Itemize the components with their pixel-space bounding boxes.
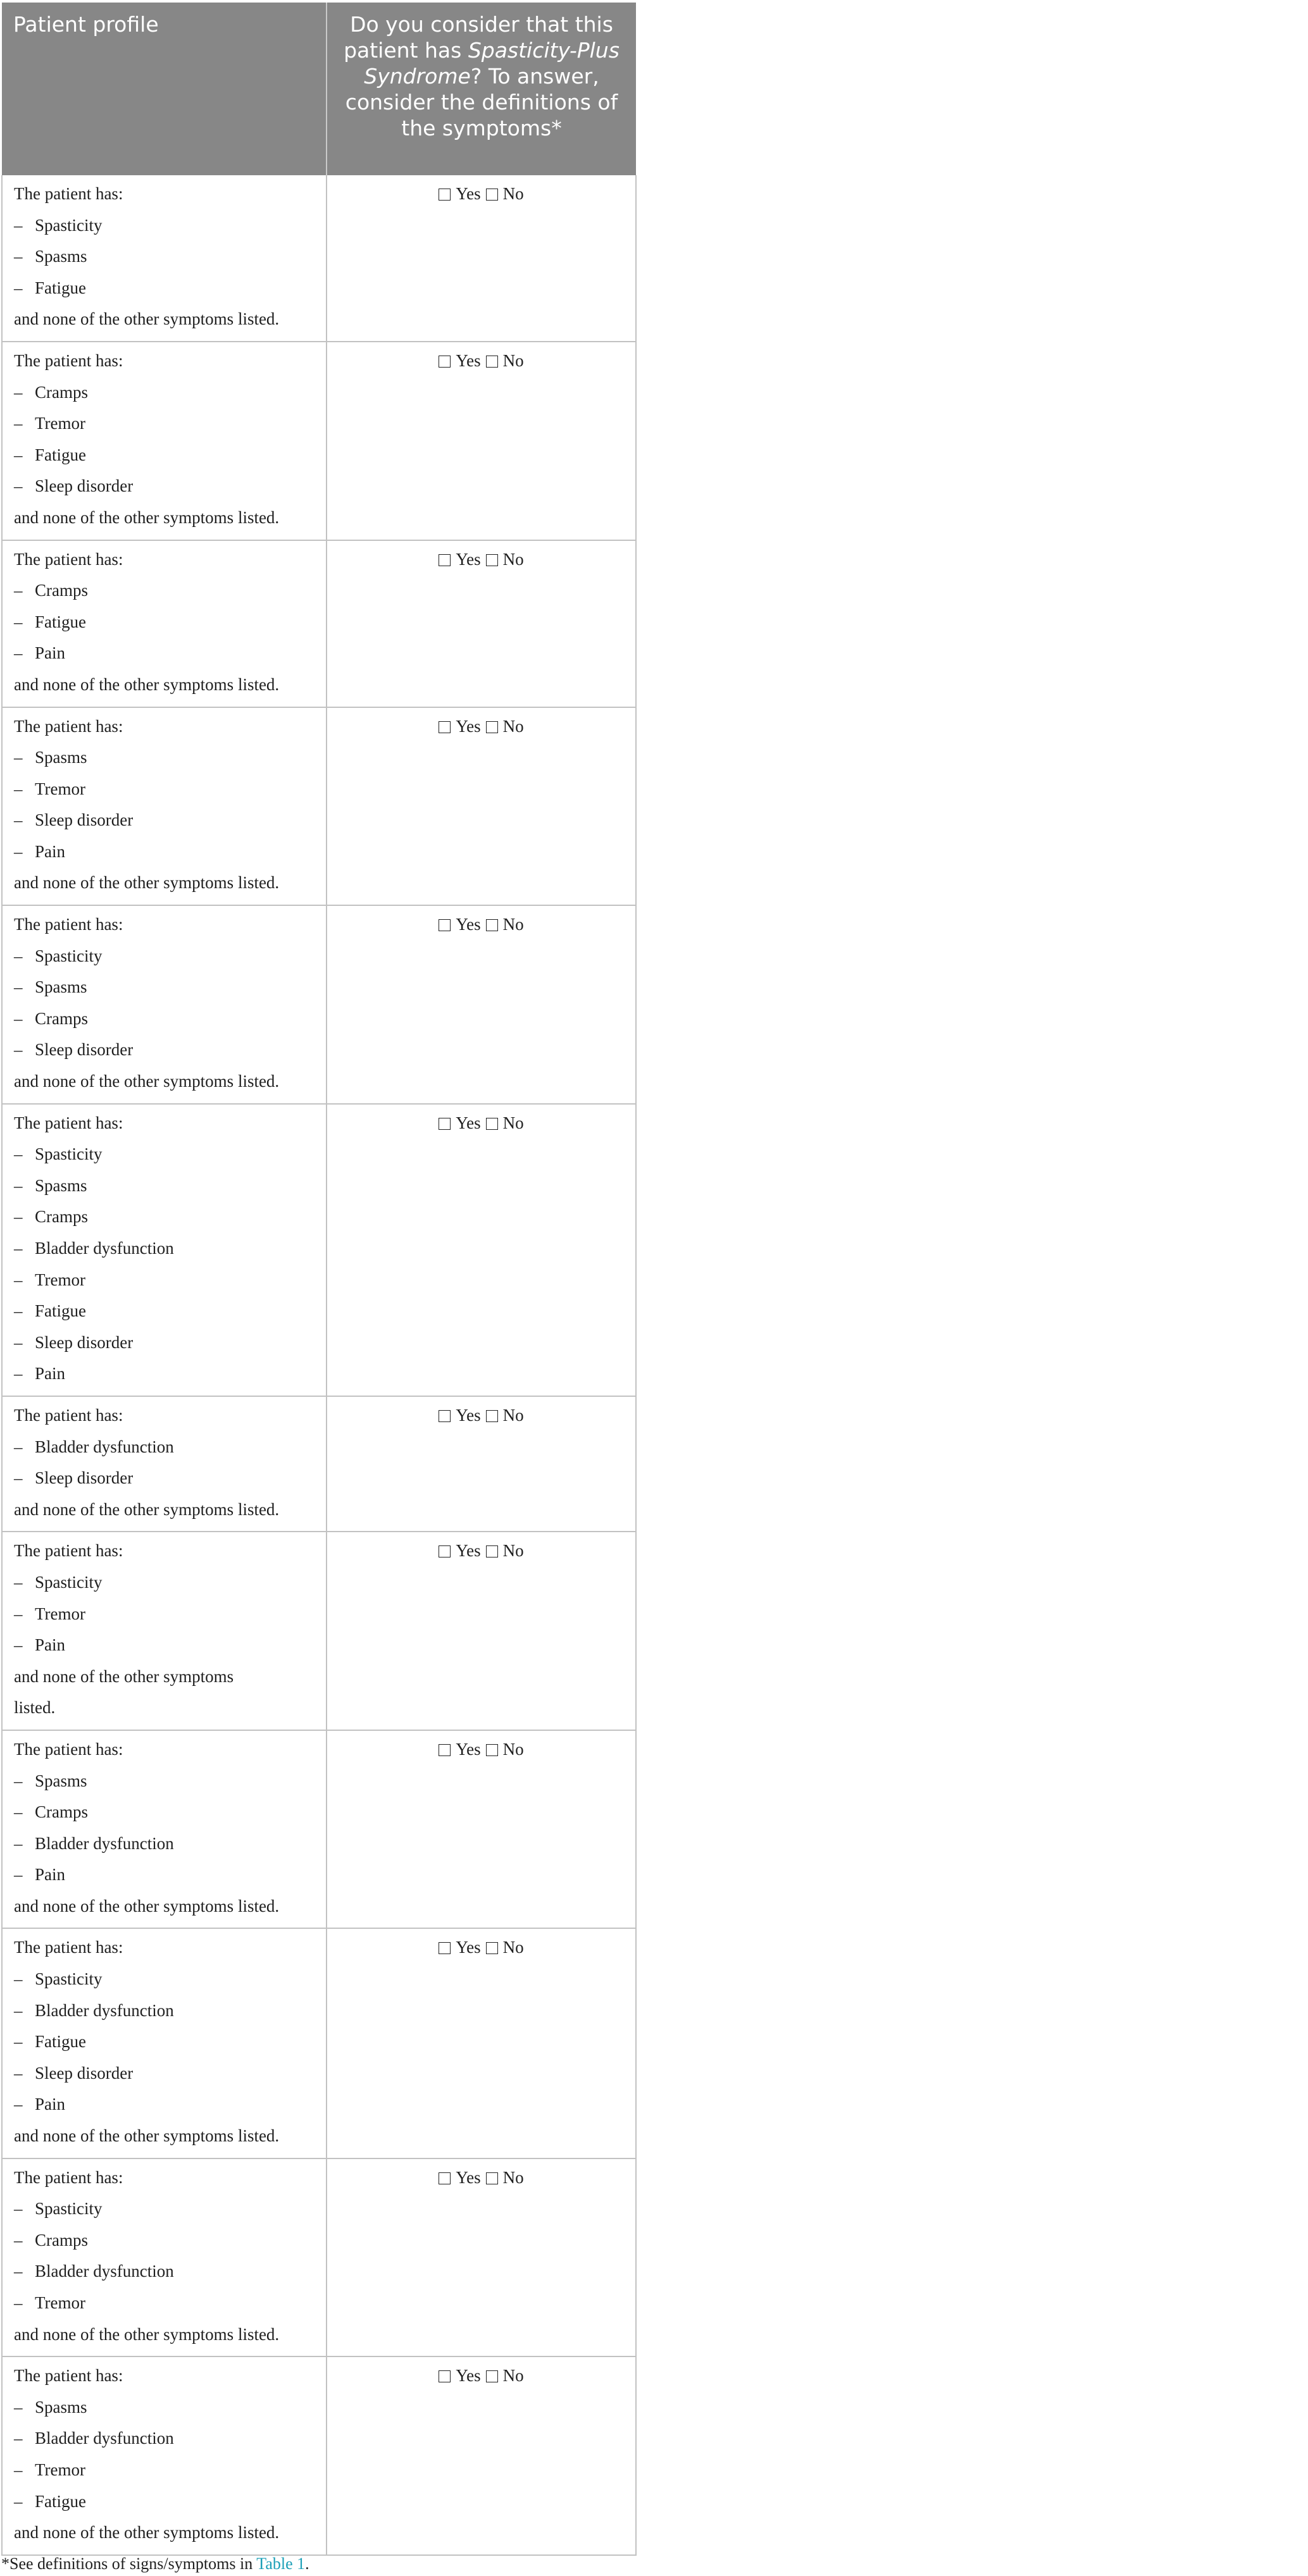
symptom-item (14, 1301, 315, 1333)
dash-bullet: – (14, 1332, 23, 1352)
symptom-item (14, 643, 315, 675)
yes-label: Yes (456, 716, 481, 736)
symptom-item (14, 445, 315, 477)
yes-checkbox-icon[interactable] (439, 1942, 451, 1954)
patient-profile-cell (2, 1396, 327, 1532)
yes-checkbox-icon[interactable] (439, 1410, 451, 1422)
profile-intro: The patient has: (14, 1405, 123, 1425)
symptom-label: Bladder dysfunction (35, 1437, 174, 1456)
symptom-label: Cramps (35, 1207, 88, 1227)
symptom-item (14, 1009, 315, 1041)
profile-intro: The patient has: (14, 716, 123, 736)
dash-bullet: – (14, 2491, 23, 2511)
symptom-item (14, 2398, 315, 2429)
symptom-item (14, 2199, 315, 2231)
symptom-item (14, 2460, 315, 2492)
dash-bullet: – (14, 810, 23, 830)
table-row (2, 2158, 636, 2357)
symptom-item (14, 1437, 315, 1469)
symptom-label: Spasms (35, 1771, 87, 1790)
patient-profile-cell (2, 1532, 327, 1730)
table-row (2, 342, 636, 540)
symptom-label: Spasms (35, 247, 87, 266)
profile-intro: The patient has: (14, 549, 123, 569)
footnote (1, 2554, 309, 2573)
profile-outro: and none of the other symptoms listed. (14, 309, 280, 329)
dash-bullet: – (14, 2063, 23, 2083)
dash-bullet: – (14, 215, 23, 235)
no-checkbox-icon[interactable] (486, 1118, 498, 1130)
symptom-item (14, 1207, 315, 1239)
yes-label: Yes (456, 1541, 481, 1561)
dash-bullet: – (14, 2000, 23, 2020)
yes-checkbox-icon[interactable] (439, 356, 451, 368)
no-checkbox-icon[interactable] (486, 1410, 498, 1422)
symptom-label: Pain (35, 643, 66, 663)
profile-outro: listed. (14, 1698, 56, 1718)
header-question-syndrome: Spasticity-Plus Syndrome (364, 38, 620, 89)
dash-bullet: – (14, 2032, 23, 2052)
profile-outro: and none of the other symptoms listed. (14, 674, 280, 694)
yes-no-options (339, 351, 624, 383)
symptom-label: Bladder dysfunction (35, 1239, 174, 1258)
yes-no-options (339, 1740, 624, 1771)
profile-intro: The patient has: (14, 184, 123, 203)
yes-label: Yes (456, 2167, 481, 2187)
table-1-link[interactable]: Table 1 (256, 2554, 306, 2573)
symptom-label: Tremor (35, 779, 86, 798)
symptom-item (14, 2492, 315, 2523)
dash-bullet: – (14, 278, 23, 297)
yes-checkbox-icon[interactable] (439, 189, 451, 201)
table-row (2, 905, 636, 1104)
dash-bullet: – (14, 2199, 23, 2219)
dash-bullet: – (14, 581, 23, 600)
no-label: No (502, 549, 524, 569)
symptom-label: Tremor (35, 2460, 86, 2479)
profile-outro: and none of the other symptoms listed. (14, 1072, 280, 1091)
symptom-item (14, 1468, 315, 1500)
symptom-label: Fatigue (35, 2032, 86, 2052)
profile-outro: and none of the other symptoms (14, 1666, 234, 1686)
symptom-item (14, 842, 315, 874)
dash-bullet: – (14, 946, 23, 965)
table-row (2, 707, 636, 906)
symptom-item (14, 1771, 315, 1803)
symptom-item (14, 2262, 315, 2293)
symptom-item (14, 748, 315, 779)
symptom-item (14, 2231, 315, 2262)
symptom-label: Cramps (35, 1802, 88, 1822)
profile-outro: and none of the other symptoms listed. (14, 2126, 280, 2146)
table-row (2, 1532, 636, 1730)
table-row (2, 1730, 636, 1929)
dash-bullet: – (14, 1207, 23, 1227)
no-checkbox-icon[interactable] (486, 1942, 498, 1954)
symptom-label: Sleep disorder (35, 2063, 134, 2083)
patient-profile-cell (2, 2158, 327, 2357)
patient-profile-cell (2, 905, 327, 1104)
symptom-item (14, 1333, 315, 1365)
patient-profile-table (1, 3, 637, 2556)
table-header-row (2, 3, 636, 175)
yes-no-options (339, 915, 624, 946)
symptom-label: Fatigue (35, 445, 86, 464)
dash-bullet: – (14, 2230, 23, 2250)
dash-bullet: – (14, 476, 23, 496)
dash-bullet: – (14, 2397, 23, 2417)
yes-label: Yes (456, 184, 481, 203)
yes-no-options (339, 1938, 624, 1969)
symptom-item (14, 1604, 315, 1636)
yes-no-options (339, 717, 624, 748)
yes-checkbox-icon[interactable] (439, 1118, 451, 1130)
dash-bullet: – (14, 1364, 23, 1384)
dash-bullet: – (14, 1008, 23, 1028)
symptom-label: Bladder dysfunction (35, 2429, 174, 2448)
symptom-item (14, 247, 315, 278)
symptom-label: Spasticity (35, 215, 103, 235)
dash-bullet: – (14, 1144, 23, 1164)
answer-cell (327, 1730, 636, 1929)
dash-bullet: – (14, 1239, 23, 1258)
yes-no-options (339, 1113, 624, 1145)
symptom-label: Sleep disorder (35, 1332, 134, 1352)
answer-cell (327, 905, 636, 1104)
patient-profile-cell (2, 540, 327, 707)
profile-intro: The patient has: (14, 915, 123, 934)
symptom-item (14, 946, 315, 978)
dash-bullet: – (14, 1635, 23, 1655)
symptom-label: Cramps (35, 1008, 88, 1028)
symptom-item (14, 810, 315, 842)
dash-bullet: – (14, 1969, 23, 1989)
symptom-item (14, 1144, 315, 1176)
yes-label: Yes (456, 1938, 481, 1957)
yes-label: Yes (456, 2366, 481, 2386)
profile-outro: and none of the other symptoms listed. (14, 1896, 280, 1916)
no-checkbox-icon[interactable] (486, 356, 498, 368)
symptom-item (14, 2095, 315, 2126)
dash-bullet: – (14, 2262, 23, 2281)
symptom-label: Sleep disorder (35, 1040, 134, 1060)
dash-bullet: – (14, 1437, 23, 1456)
symptom-label: Spasticity (35, 1969, 103, 1989)
no-label: No (502, 184, 524, 203)
answer-cell (327, 1532, 636, 1730)
table-row (2, 540, 636, 707)
dash-bullet: – (14, 1175, 23, 1195)
symptom-label: Spasticity (35, 946, 103, 965)
no-checkbox-icon[interactable] (486, 2172, 498, 2184)
yes-no-options (339, 550, 624, 581)
answer-cell (327, 1396, 636, 1532)
yes-label: Yes (456, 1113, 481, 1132)
footnote-text: *See definitions of signs/symptoms in (1, 2554, 257, 2573)
yes-label: Yes (456, 1405, 481, 1425)
yes-label: Yes (456, 549, 481, 569)
yes-no-options (339, 1406, 624, 1437)
patient-profile-cell (2, 1928, 327, 2158)
answer-cell (327, 342, 636, 540)
header-question-text: Do you consider that this patient has (344, 12, 613, 63)
symptom-label: Spasticity (35, 1572, 103, 1592)
dash-bullet: – (14, 414, 23, 433)
symptom-label: Spasms (35, 1175, 87, 1195)
no-label: No (502, 716, 524, 736)
profile-intro: The patient has: (14, 2366, 123, 2386)
answer-cell (327, 2356, 636, 2555)
dash-bullet: – (14, 1833, 23, 1853)
yes-checkbox-icon[interactable] (439, 2370, 451, 2382)
answer-cell (327, 540, 636, 707)
no-checkbox-icon[interactable] (486, 189, 498, 201)
no-label: No (502, 2167, 524, 2187)
no-label: No (502, 1405, 524, 1425)
dash-bullet: – (14, 1572, 23, 1592)
header-patient-profile: Patient profile (2, 3, 327, 175)
dash-bullet: – (14, 1802, 23, 1822)
dash-bullet: – (14, 1040, 23, 1060)
profile-intro: The patient has: (14, 1113, 123, 1132)
answer-cell (327, 1104, 636, 1396)
answer-cell (327, 175, 636, 342)
dash-bullet: – (14, 1301, 23, 1321)
profile-intro: The patient has: (14, 1938, 123, 1957)
profile-intro: The patient has: (14, 1541, 123, 1561)
yes-no-options (339, 2168, 624, 2200)
yes-checkbox-icon[interactable] (439, 1545, 451, 1557)
no-checkbox-icon[interactable] (486, 1545, 498, 1557)
symptom-label: Tremor (35, 1604, 86, 1623)
profile-outro: and none of the other symptoms listed. (14, 507, 280, 527)
patient-profile-cell (2, 707, 327, 906)
profile-intro: The patient has: (14, 1739, 123, 1759)
header-question-text-end: ? To answer, consider the definitions of the symptoms* (345, 64, 618, 140)
profile-outro: and none of the other symptoms listed. (14, 2523, 280, 2542)
profile-intro: The patient has: (14, 350, 123, 370)
dash-bullet: – (14, 1604, 23, 1623)
patient-profile-cell (2, 1730, 327, 1929)
symptom-label: Tremor (35, 414, 86, 433)
dash-bullet: – (14, 748, 23, 767)
symptom-label: Bladder dysfunction (35, 2000, 174, 2020)
dash-bullet: – (14, 2460, 23, 2479)
symptom-item (14, 2064, 315, 2095)
yes-checkbox-icon[interactable] (439, 2172, 451, 2184)
answer-cell (327, 2158, 636, 2357)
answer-cell (327, 1928, 636, 2158)
table-row (2, 1928, 636, 2158)
profile-outro: and none of the other symptoms listed. (14, 1499, 280, 1519)
symptom-label: Sleep disorder (35, 810, 134, 830)
yes-no-options (339, 1541, 624, 1573)
answer-cell (327, 707, 636, 906)
header-question (327, 3, 636, 175)
no-label: No (502, 1113, 524, 1132)
dash-bullet: – (14, 977, 23, 997)
symptom-item (14, 1573, 315, 1604)
symptom-label: Fatigue (35, 2491, 86, 2511)
yes-label: Yes (456, 915, 481, 934)
no-checkbox-icon[interactable] (486, 721, 498, 733)
dash-bullet: – (14, 1270, 23, 1289)
symptom-item (14, 2429, 315, 2460)
no-label: No (502, 2366, 524, 2386)
symptom-label: Pain (35, 1865, 66, 1885)
footnote-end: . (305, 2554, 309, 2573)
yes-label: Yes (456, 350, 481, 370)
patient-profile-cell (2, 2356, 327, 2555)
dash-bullet: – (14, 2429, 23, 2448)
yes-checkbox-icon[interactable] (439, 554, 451, 566)
yes-label: Yes (456, 1739, 481, 1759)
symptom-label: Sleep disorder (35, 1468, 134, 1488)
dash-bullet: – (14, 841, 23, 861)
yes-checkbox-icon[interactable] (439, 1744, 451, 1756)
symptom-item (14, 2293, 315, 2325)
dash-bullet: – (14, 1865, 23, 1885)
table-row (2, 1396, 636, 1532)
symptom-item (14, 1834, 315, 1866)
dash-bullet: – (14, 2293, 23, 2312)
dash-bullet: – (14, 643, 23, 663)
dash-bullet: – (14, 247, 23, 266)
no-label: No (502, 1541, 524, 1561)
symptom-label: Tremor (35, 2293, 86, 2312)
profile-outro: and none of the other symptoms listed. (14, 2324, 280, 2344)
symptom-item (14, 1040, 315, 1072)
symptom-label: Sleep disorder (35, 476, 134, 496)
patient-profile-cell (2, 342, 327, 540)
symptom-label: Cramps (35, 2230, 88, 2250)
symptom-label: Fatigue (35, 612, 86, 631)
yes-checkbox-icon[interactable] (439, 919, 451, 931)
patient-profile-cell (2, 175, 327, 342)
symptom-label: Pain (35, 1364, 66, 1384)
no-checkbox-icon[interactable] (486, 1744, 498, 1756)
symptom-label: Bladder dysfunction (35, 2262, 174, 2281)
symptom-label: Fatigue (35, 278, 86, 297)
profile-outro: and none of the other symptoms listed. (14, 873, 280, 893)
symptom-item (14, 779, 315, 811)
no-checkbox-icon[interactable] (486, 2370, 498, 2382)
symptom-label: Tremor (35, 1270, 86, 1289)
patient-profile-cell (2, 1104, 327, 1396)
symptom-item (14, 476, 315, 508)
symptom-label: Spasticity (35, 2199, 103, 2219)
table-row (2, 2356, 636, 2555)
symptom-item (14, 1635, 315, 1667)
symptom-item (14, 581, 315, 612)
symptom-label: Pain (35, 2095, 66, 2114)
symptom-label: Fatigue (35, 1301, 86, 1321)
symptom-label: Bladder dysfunction (35, 1833, 174, 1853)
no-label: No (502, 350, 524, 370)
symptom-item (14, 2001, 315, 2033)
yes-no-options (339, 2366, 624, 2398)
no-label: No (502, 915, 524, 934)
symptom-item (14, 1802, 315, 1834)
symptom-item (14, 278, 315, 310)
dash-bullet: – (14, 2095, 23, 2114)
symptom-item (14, 612, 315, 644)
no-checkbox-icon[interactable] (486, 554, 498, 566)
dash-bullet: – (14, 445, 23, 464)
dash-bullet: – (14, 612, 23, 631)
no-label: No (502, 1938, 524, 1957)
symptom-item (14, 1270, 315, 1302)
symptom-item (14, 977, 315, 1009)
dash-bullet: – (14, 779, 23, 798)
symptom-label: Spasms (35, 977, 87, 997)
yes-no-options (339, 184, 624, 216)
symptom-label: Cramps (35, 581, 88, 600)
symptom-label: Spasms (35, 748, 87, 767)
dash-bullet: – (14, 1468, 23, 1488)
profile-intro: The patient has: (14, 2167, 123, 2187)
symptom-item (14, 1969, 315, 2001)
yes-checkbox-icon[interactable] (439, 721, 451, 733)
dash-bullet: – (14, 1771, 23, 1790)
no-label: No (502, 1739, 524, 1759)
symptom-item (14, 1176, 315, 1208)
symptom-label: Pain (35, 841, 66, 861)
symptom-item (14, 383, 315, 414)
dash-bullet: – (14, 382, 23, 402)
symptom-item (14, 1239, 315, 1270)
symptom-item (14, 1364, 315, 1396)
table-row (2, 1104, 636, 1396)
symptom-item (14, 216, 315, 247)
symptom-item (14, 1865, 315, 1897)
no-checkbox-icon[interactable] (486, 919, 498, 931)
table-row (2, 175, 636, 342)
symptom-label: Cramps (35, 382, 88, 402)
symptom-label: Spasms (35, 2397, 87, 2417)
symptom-item (14, 2032, 315, 2064)
symptom-label: Pain (35, 1635, 66, 1655)
symptom-item (14, 414, 315, 445)
symptom-label: Spasticity (35, 1144, 103, 1164)
